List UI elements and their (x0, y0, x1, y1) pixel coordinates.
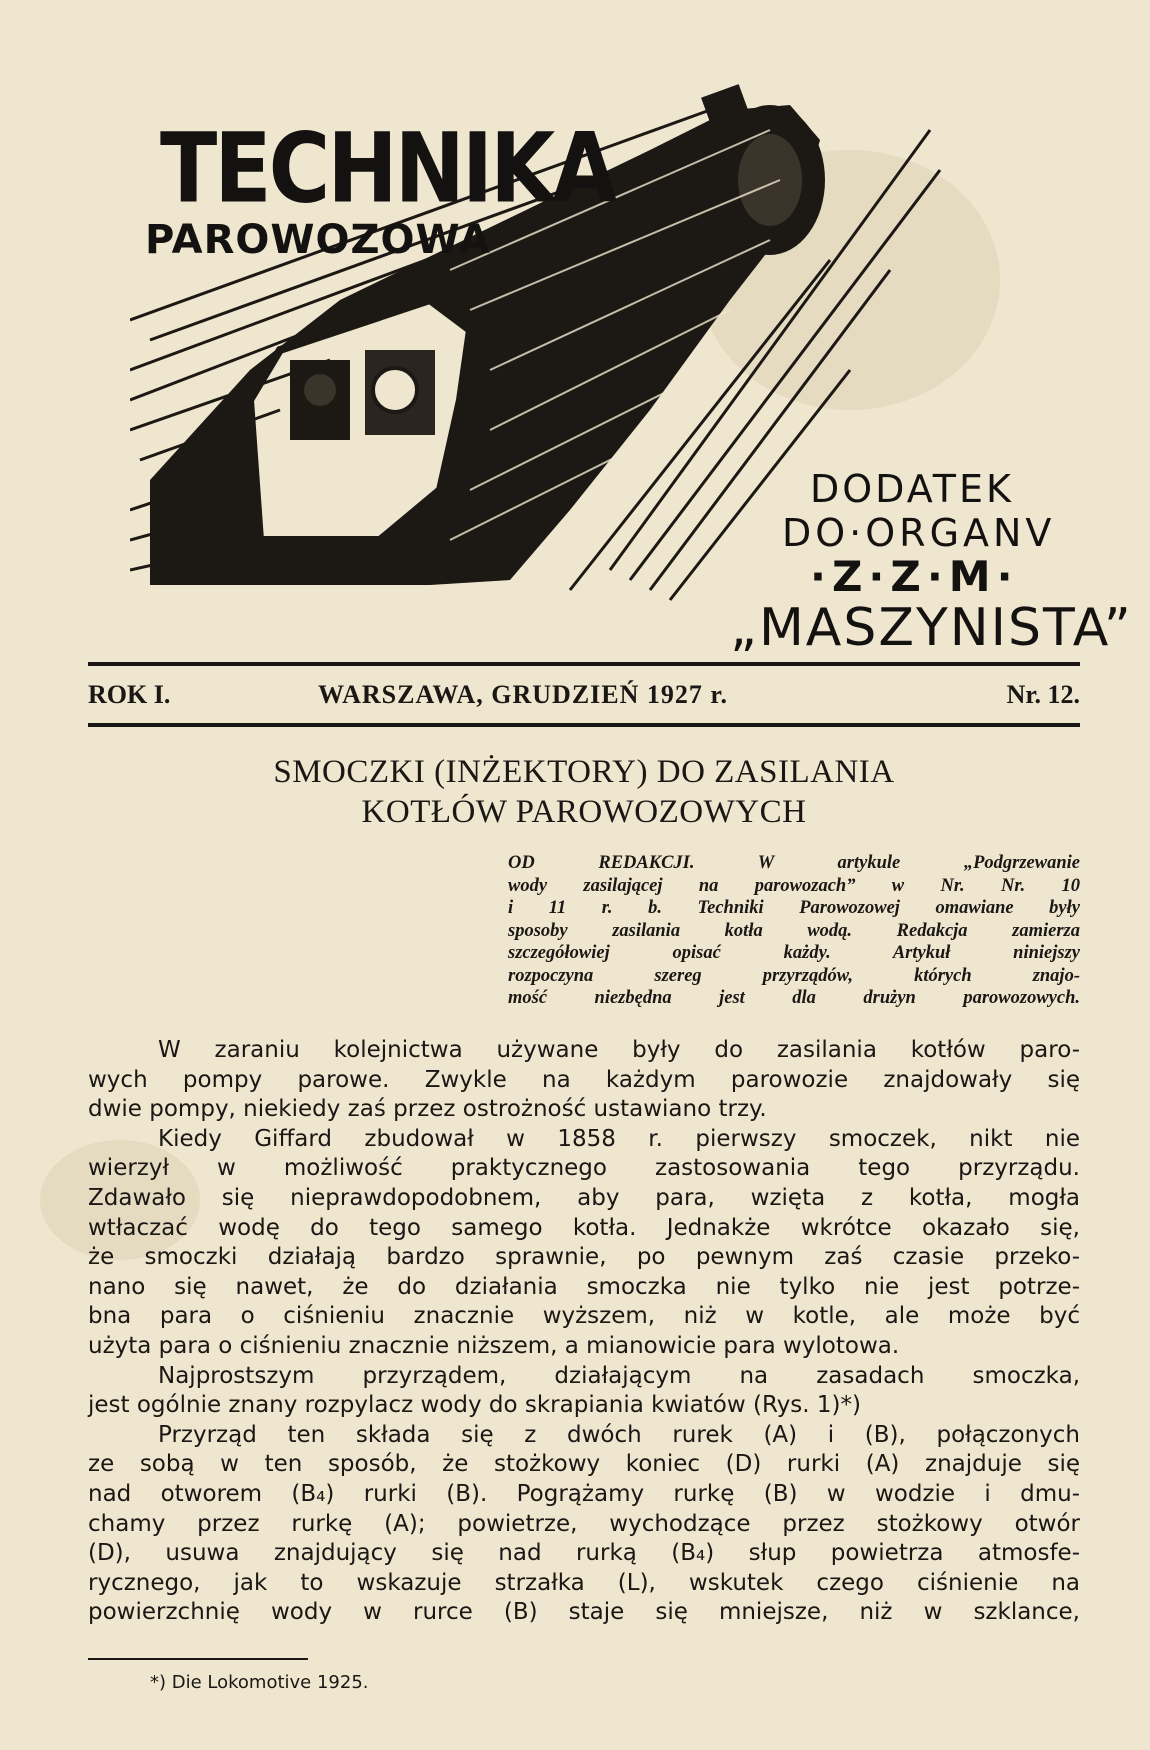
place-date: WARSZAWA, GRUDZIEŃ 1927 r. (318, 680, 729, 709)
footnote: *) Die Lokomotive 1925. (150, 1672, 369, 1693)
article-title-line: SMOCZKI (INŻEKTORY) DO ZASILANIA (273, 754, 895, 790)
body-line: nano się nawet, że do działania smoczka nie tylko nie jest potrze- (88, 1273, 1080, 1300)
supplement-line: DODATEK (810, 467, 1014, 511)
body-line: jest ogólnie znany rozpylacz wody do skrapiania kwiatów (Rys. 1)*) (88, 1392, 861, 1419)
body-line: że smoczki działają bardzo sprawnie, po pewnym zaś czasie przeko- (88, 1244, 1080, 1271)
body-line: rycznego, jak to wskazuje strzałka (L), wskutek czego ciśnienie na (88, 1569, 1080, 1596)
editor-note-line: i 11 r. b. Techniki Parowozowej omawiane były (508, 898, 1080, 918)
editor-note-line: szczegółowiej opisać każdy. Artykuł niniejszy (508, 943, 1080, 963)
masthead-subtitle: PAROWOZOWA (145, 217, 491, 263)
editor-note (508, 852, 1080, 1010)
body-line: użyta para o ciśnieniu znacznie niższem, a mianowicie para wylotowa. (88, 1332, 900, 1359)
body-line: W zaraniu kolejnictwa używane były do zasilania kotłów paro- (158, 1037, 1080, 1063)
body-line: nad otworem (B₄) rurki (B). Pogrążamy rurkę (B) w wodzie i dmu- (88, 1480, 1080, 1507)
body-line: dwie pompy, niekiedy zaś przez ostrożność ustawiano trzy. (88, 1096, 767, 1123)
supplement-line: „MASZYNISTA” (730, 598, 1133, 658)
body-line: Zdawało się nieprawdopodobnem, aby para, wzięta z kotła, mogła (88, 1184, 1080, 1211)
body-line: wierzył w możliwość praktycznego zastosowania tego przyrządu. (88, 1155, 1080, 1182)
editor-note-line: wody zasilającej na parowozach” w Nr. Nr. 10 (508, 875, 1080, 896)
dateline (88, 670, 1080, 720)
issue-number: Nr. 12. (1006, 680, 1080, 709)
volume-year: ROK I. (88, 680, 171, 709)
body-line: Najprostszym przyrządem, działającym na zasadach smoczka, (158, 1362, 1080, 1389)
top-rule (88, 662, 1080, 666)
supplement-label (730, 467, 1133, 658)
supplement-line: DO·ORGANV (782, 511, 1056, 555)
bottom-rule (88, 723, 1080, 727)
body-line: chamy przez rurkę (A); powietrze, wychodzące przez stożkowy otwór (88, 1510, 1080, 1537)
editor-note-line: rozpoczyna szereg przyrządów, których znajo- (508, 965, 1080, 986)
body-line: (D), usuwa znajdujący się nad rurką (B₄) słup powietrza atmosfe- (88, 1540, 1080, 1567)
article-title (88, 752, 1080, 832)
body-line: Kiedy Giffard zbudował w 1858 r. pierwszy smoczek, nikt nie (158, 1125, 1080, 1152)
editor-note-line: sposoby zasilania kotła wodą. Redakcja zamierza (508, 920, 1080, 941)
masthead-title: TECHNIKA (160, 111, 615, 225)
body-line: ze sobą w ten sposób, że stożkowy koniec (D) rurki (A) znajduje się (88, 1451, 1080, 1478)
body-line: wych pompy parowe. Zwykle na każdym parowozie znajdowały się (88, 1066, 1080, 1093)
supplement-line: ·Z·Z·M· (810, 552, 1019, 601)
editor-note-line: OD REDAKCJI. W artykule „Podgrzewanie (508, 853, 1080, 873)
body-line: powierzchnię wody w rurce (B) staje się mniejsze, niż w szklance, (88, 1599, 1080, 1626)
editor-note-line: mość niezbędna jest dla drużyn parowozowych. (508, 988, 1080, 1008)
body-line: bna para o ciśnieniu znacznie wyższem, niż w kotle, ale może być (88, 1303, 1080, 1330)
body-line: wtłaczać wodę do tego samego kotła. Jednakże wkrótce okazało się, (88, 1214, 1080, 1241)
article-title-line: KOTŁÓW PAROWOZOWYCH (361, 794, 807, 830)
masthead (130, 70, 1133, 660)
body-line: Przyrząd ten składa się z dwóch rurek (A) i (B), połączonych (158, 1421, 1080, 1448)
footnote-rule (88, 1658, 308, 1660)
article-body (88, 1036, 1080, 1628)
